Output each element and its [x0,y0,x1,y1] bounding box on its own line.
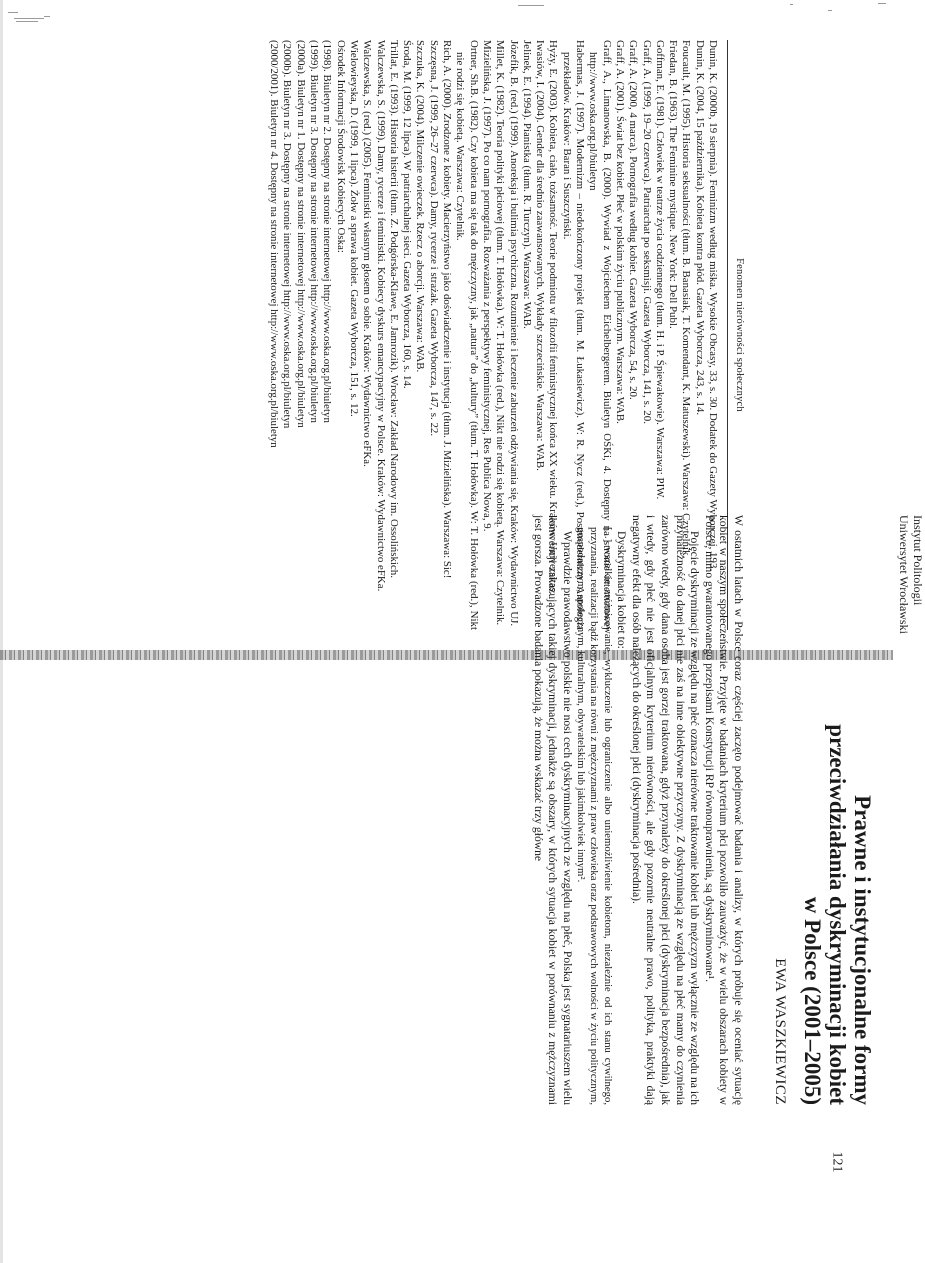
reference-item: Rich, A. (2000). Zrodzone z kobiety. Macierzyństwo jako doświadczenie i instytucja (tłum. J. Mizielińska). Warszawa: Sic! [441,40,454,579]
reference-item: Środa, M. (1999, 12 lipca). W patriarchalnej sieci. Gazeta Wyborcza, 160, s. 14. [401,40,414,389]
reference-item: Iwasiów, I. (2004). Gender dla średnio zaawansowanych. Wykłady szczecińskie. Warszawa: WAB. [534,40,547,471]
scan-edge-shadow [0,0,3,1263]
reference-item: Dunin, K. (2000b, 19 sierpnia). Feminizm według miśka. Wysokie Obcasy, 33, s. 30. Dodatek do Gazety Wyborczej, 193. [707,40,719,572]
reference-item: Wielowieyska, D. (1999, 1 lipca). Żołw a sprawa kobiet. Gazeta Wyborcza, 151, s. 12. [347,40,360,417]
institution-line: Instytut Politologii [911,515,925,606]
reference-item: (2000/2001). Biuletyn nr 4. Dostępny na stronie internetowej http://www.oska.org.pl/biuletyn [268,40,281,448]
scan-specks [0,0,893,30]
block-quote: [...] wszelkie zróżnicowanie, wykluczenie lub ograniczenie albo uniemożliwienie kobietom, niezależnie od ich stanu cywilnego, przyznania, realizacji bądź korzystania na równi z mężczyznami z praw człowieka oraz podstawowych wolności w życiu politycznym, gospodarczym, społecznym, kulturalnym, obywatelskim lub jakimkolwiek innym². [575,527,614,1105]
reference-item: Józefik, B. (red.) (1999). Anoreksja i bulimia psychiczna. Rozumienie i leczenie zaburzeń odżywiania się. Kraków: Wydawnictwo UJ. [507,40,520,627]
reference-item: (1998). Biuletyn nr 2. Dostępny na stronie internetowej http://www.oska.org.pl/biuletyn [321,40,334,423]
reference-item: Graff, A. (2001). Świat bez kobiet. Płeć w polskim życiu publicznym. Warszawa: WAB. [613,40,626,424]
article-page [65,515,925,1105]
paragraph: W ostatnich latach w Polsce coraz częściej zaczęto podejmować badania i analizy, w których próbuje się oceniać sytuację kobiet w naszym społeczeństwie. Przyjęte w badaniach kryterium płci pozwoliło zauważyć, że w wielu obszarach kobiety w Polsce, mimo gwarantowanego przepisami Konstytucji RP równouprawnienia, są dyskryminowane¹. [702,515,745,1105]
reference-item: Graff, A. (1999, 19–20 czerwca). Patriarchat po seksmisji. Gazeta Wyborcza, 141, s. 20. [640,40,653,424]
paragraph: Pojęcie dyskryminacji ze względu na płeć oznacza nierówne traktowanie kobiet lub mężczyzn wyłącznie ze względu na ich przynależność do danej płci nie zaś na inne obiektywne przyczyny. Z dyskryminacją ze względu na płeć mamy do czynienia zarówno wtedy, gdy dana osoba jest gorzej traktowana, gdyż przynależy do określonej płci (dyskryminacja bezpośrednia), jak i wtedy, gdy płeć nie jest oficjalnym kryterium nierówności, ale gdy pozornie neutralne prawo, polityka, praktyki dają negatywny efekt dla osób należących do określonej płci (dyskryminacja pośrednia). [629,515,702,1105]
reference-item: Mizielińska, J. (1997). Po co nam pornografia. Rozważania z perspektywy feministycznej, Res Publica Nowa, 9. [480,40,493,532]
paragraph: Wprawdzie prawodawstwo polskie nie nosi cech dyskryminacyjnych ze względu na płeć, Polska jest sygnatariuszem wielu konwencji zakazujących takiej dyskryminacji, jednakże są obszary, w których sytuacja kobiet w porównaniu z mężczyznami jest gorsza. Prowadzone badania pokazują, że można wskazać trzy główne [531,515,574,1105]
reference-item: Ortner, Sh.B. (1982). Czy kobieta ma się tak do mężczyzny, jak „natura” do „kultury” (tłum. T. Hołówka). W: T. Hołówka (red.), Nikt nie rodzi się kobietą. Warszawa: Czytelnik. [454,40,480,630]
running-head: Fenomen nierówności społecznych [734,258,745,412]
reference-item: (2000b). Biuletyn nr 3. Dostępny na stronie internetowej http://www.oska.org.pl/biuletyn [281,40,294,429]
reference-item: Trillat, E. (1993). Historia histerii (tłum. Z. Podgórska-Klawe, E. Jamrozik). Wrocław: Zakład Narodowy im. Ossolińskich. [387,40,400,578]
paragraph: Dyskryminacja kobiet to: [615,531,629,649]
institution-line: Uniwersytet Wrocławski [897,515,911,634]
reference-item: Graff, A., Limanowska, B. (2000). Wywiad z Wojciechem Eichelbergerem. Biuletyn OŚKi, 4. Dostępny na stronie internetowej http://www.oska.org.pl/biuletyn [587,40,613,630]
article-title [800,515,875,1105]
reference-item: Hyży, E. (2003). Kobieta, ciało, tożsamość. Teorie podmiotu w filozofii feministycznej końca XX wieku. Kraków: Universitas. [547,40,560,595]
reference-item: (2000a). Biuletyn nr 1. Dostępny na stronie internetowej http://www.oska.org.pl/biuletyn [294,40,307,428]
author-name: EWA WASZKIEWICZ [772,958,788,1105]
reference-item: (1999). Biuletyn nr 3. Dostępny na stronie internetowej http://www.oska.org.pl/biuletyn [308,40,321,423]
reference-item: Walczewska, S. (red.) (2005). Feministki własnym głosem o sobie. Kraków: Wydawnictwo eFKa. [361,40,374,467]
reference-item: Dunin, K. (2004, 15 października). Kobieta kontra płód. Gazeta Wyborcza, 243, s. 14. [693,40,706,416]
reference-item: Goffman, E. (1981). Człowiek w teatrze życia codziennego (tłum. H. i P. Śpiewakowie). Warszawa: PIW. [653,40,666,500]
reference-item: Graff, A. (2000, 4 marca). Pornografia według kobiet. Gazeta Wyborcza, 54, s. 20. [627,40,640,400]
reference-item: Jelinek, E. (1994). Pianistka (tłum. R. Turczyn). Warszawa: WAB. [520,40,533,329]
reference-item: Walczewska, S. (1999). Damy, rycerze i feministki. Kobiecy dyskurs emancypacyjny w Polsce. Kraków: Wydawnictwo eFKa. [374,40,387,592]
institution [897,515,925,1105]
reference-item: Ośrodek Informacji Środowisk Kobiecych Oska: [334,40,347,253]
reference-item: Szczęsna, J. (1999, 26–27 czerwca). Damy, rycerze i strażak. Gazeta Wyborcza, 147, s. 22. [427,40,440,437]
page-number: 121 [829,1151,845,1173]
title-line: w Polsce (2001–2005) [800,896,825,1105]
reference-item: Foucault, M. (1995). Historia seksualności (tłum. B. Banasiak, T. Komendant, K. Matuszewski). Warszawa: Czytelnik. [680,40,693,559]
reference-item: Habermas, J. (1997). Modernizm – niedokończony projekt (tłum. M. Łukasiewicz). W: R. Nycz (red.), Postmodernizm. Antologia przekładów. Kraków: Baran i Suszczyński. [560,40,587,630]
title-line: przeciwdziałania dyskryminacji kobiet [825,724,850,1105]
reference-item: Szczuka, K. (2004). Milczenie owieczek. Rzecz o aborcji. Warszawa: WAB. [414,40,427,373]
reference-item: Friedan, B. (1963). The Feminine mystique. New York: Dell Publ. [667,40,680,329]
title-line: Prawne i instytucjonalne formy [850,795,875,1105]
reference-item: Millet, K. (1982). Teoria polityki płciowej (tłum. T. Hołówka). W: T. Hołówka (red.), Nikt nie rodzi się kobietą. Warszawa: Czytelnik. [494,40,507,626]
